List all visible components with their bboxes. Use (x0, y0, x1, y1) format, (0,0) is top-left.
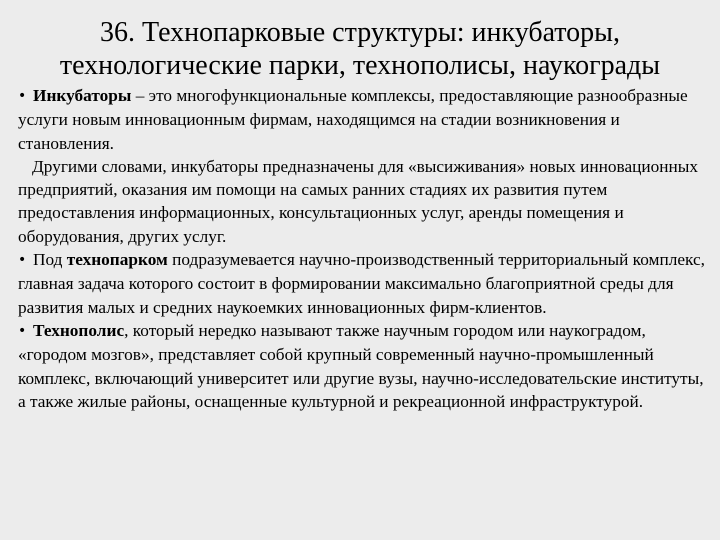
incubators-definition: – это многофункциональные комплексы, предоставляющие разнообразные услуги новым инновационным фирмам, находящимся на стадии возникновения и становления. (18, 86, 688, 153)
bullet-icon: • (18, 252, 27, 269)
paragraph-incubators (18, 84, 712, 155)
paragraph-technopolis (18, 319, 712, 413)
technopark-definition: подразумевается научно-производственный территориальный комплекс, главная задача которого состоит в формировании максимально благоприятной среды для развития малых и средних наукоемких инновационных фирм-клиентов. (18, 250, 705, 317)
title-line-1: 36. Технопарковые структуры: инкубаторы, (100, 17, 620, 48)
title-line-2: технологические парки, технополисы, наукограды (59, 50, 661, 81)
term-technopark: технопарком (66, 250, 168, 270)
bullet-icon: • (18, 322, 27, 339)
bullet-icon: • (18, 88, 27, 104)
slide-title (20, 16, 700, 82)
term-technopolis: Технополис (33, 320, 125, 340)
term-incubators: Инкубаторы (33, 86, 132, 105)
incubators-explanation: Другими словами, инкубаторы предназначены для «высиживания» новых инновационных предприятий, оказания им помощи на самых ранних стадиях их развития путем предоставления информационных, консультационных услуг, аренды помещения и оборудования, других услуг. (18, 156, 698, 246)
slide-body (18, 84, 712, 413)
paragraph-incubators-explained (18, 155, 712, 248)
technopark-prefix: Под (33, 250, 67, 270)
paragraph-technopark (18, 248, 712, 319)
technopolis-definition: , который нередко называют также научным городом или наукоградом, «городом мозгов», представляет собой крупный современный научно-промышленный комплекс, включающий университет или другие вузы, научно-исследовательские институты, а также жилые районы, оснащенные культурной и рекреационной инфраструктурой. (18, 320, 704, 411)
